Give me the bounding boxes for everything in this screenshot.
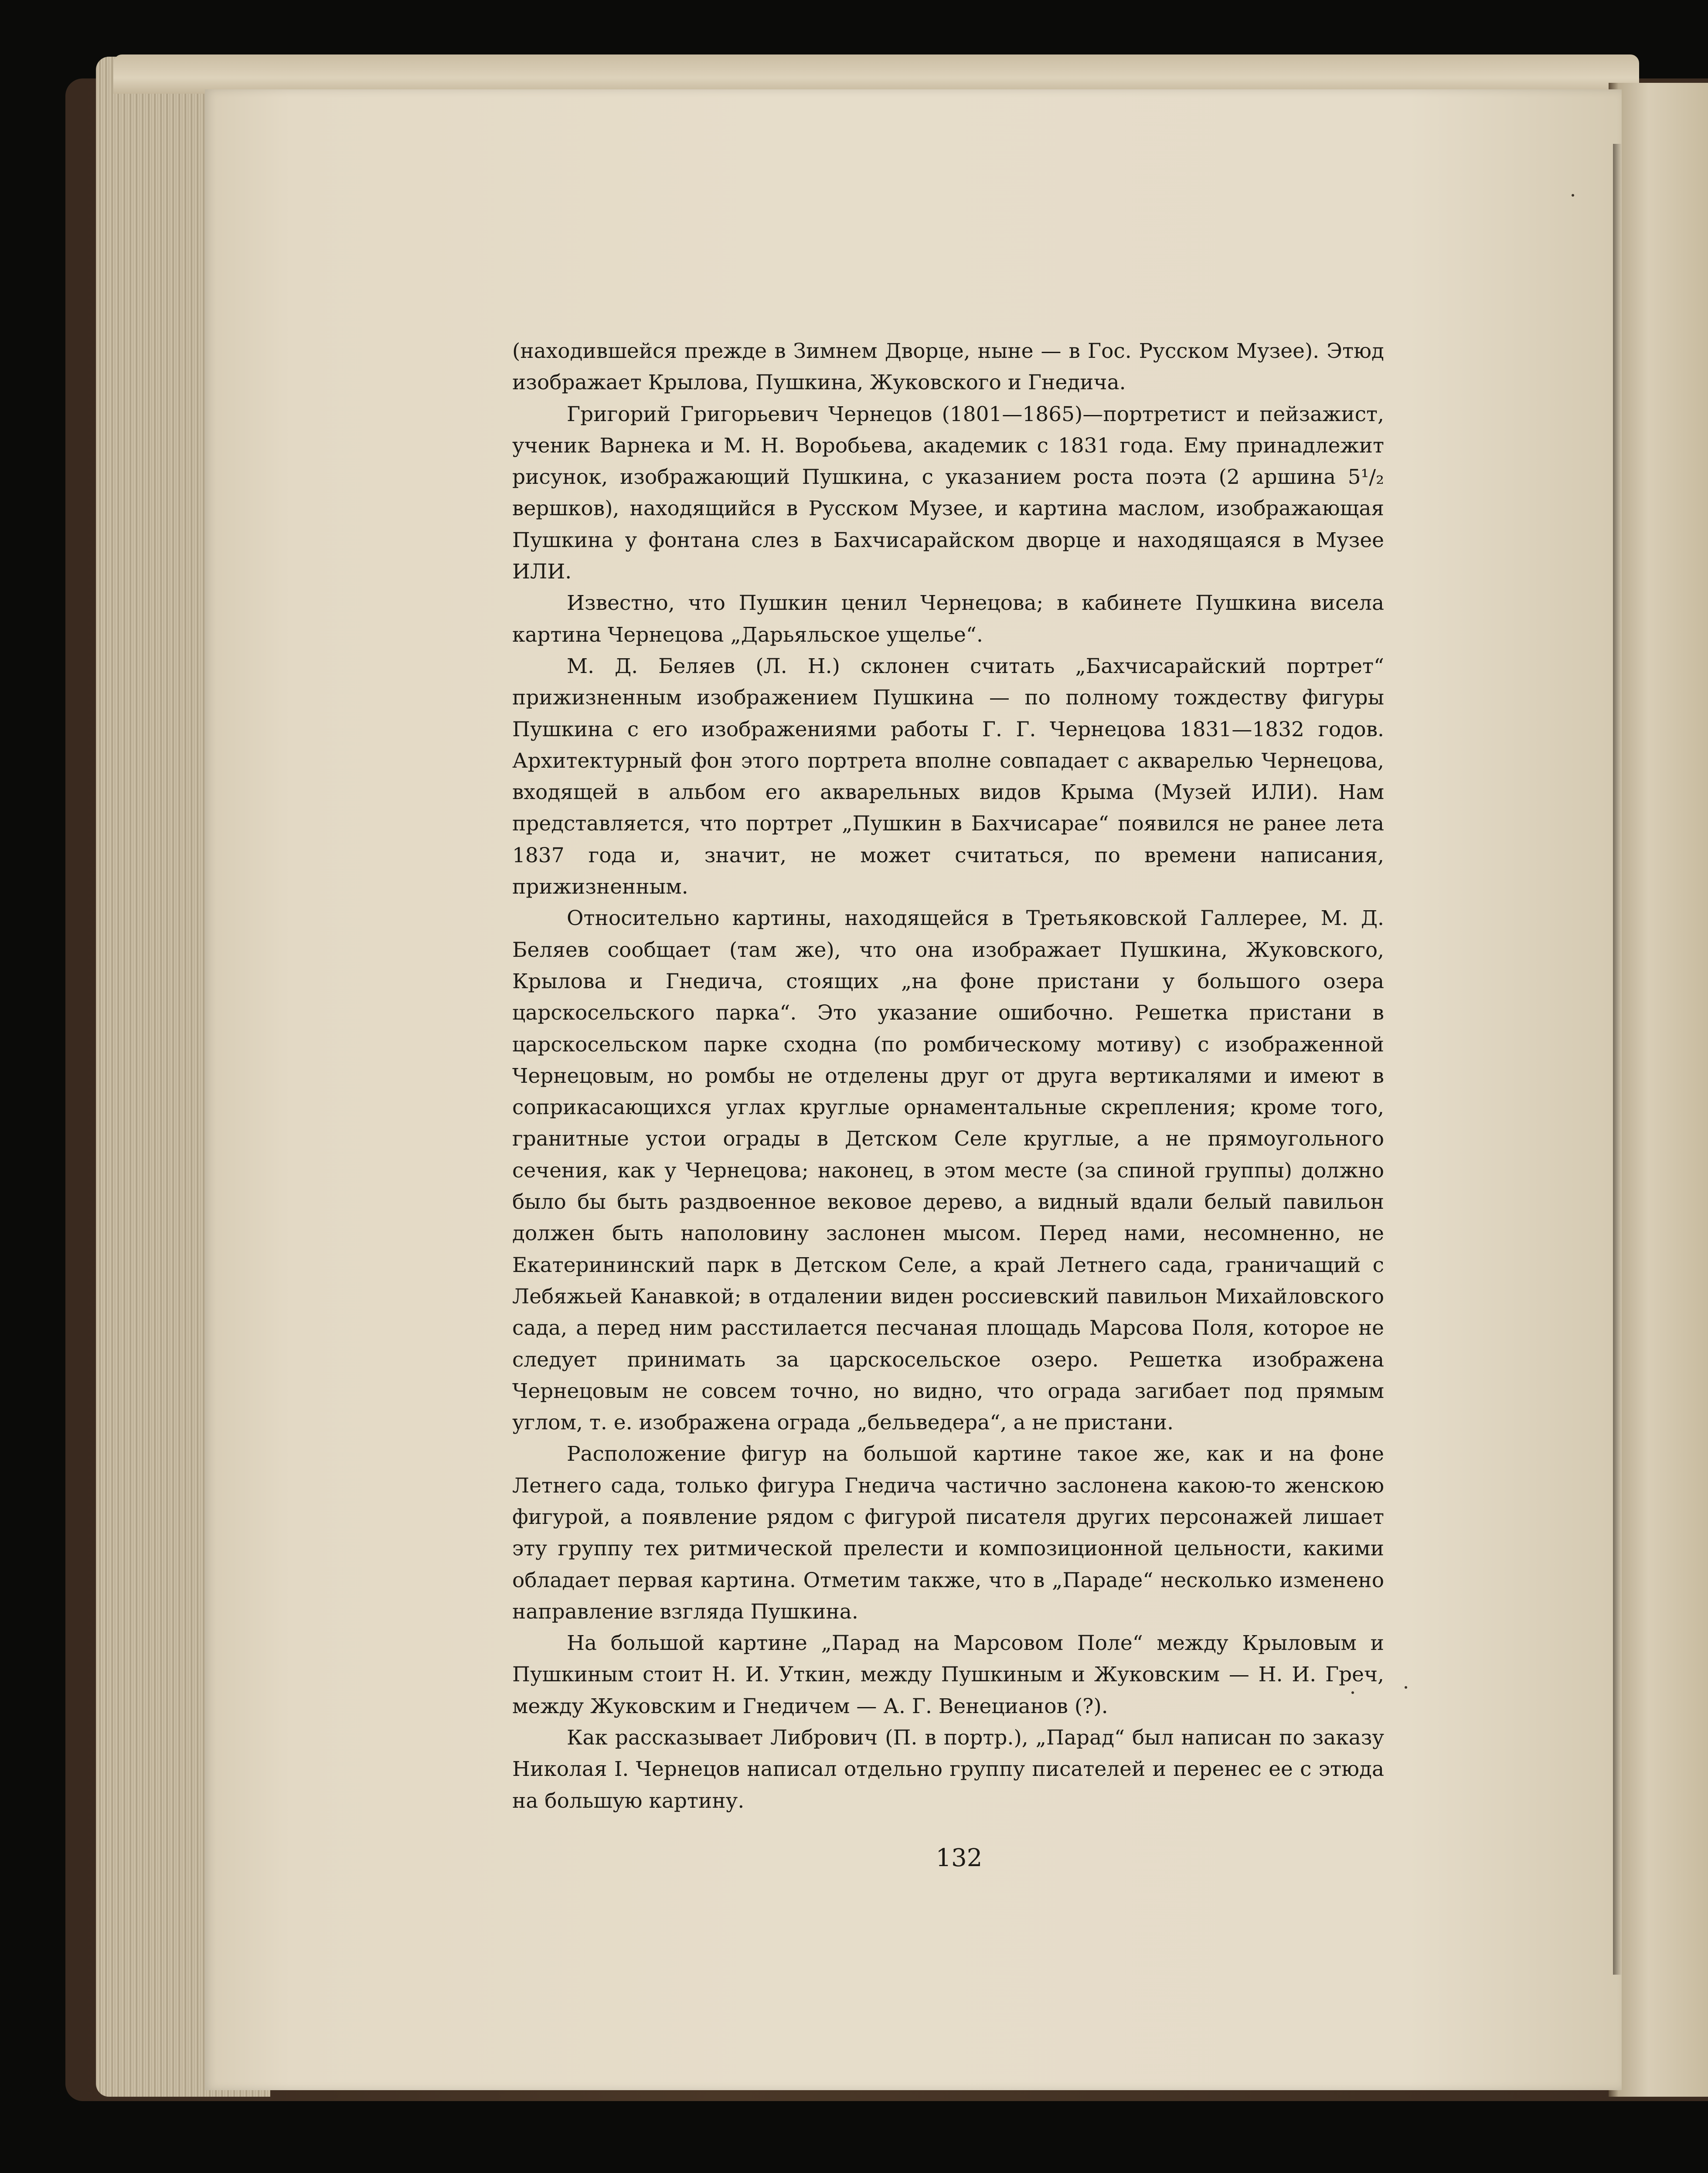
page-stack-top: [113, 54, 1639, 94]
paper-speck: [1405, 1686, 1407, 1689]
page-body-text: [512, 336, 1384, 1817]
paragraph: На большой картине „Парад на Марсовом Поле“ между Крыловым и Пушкиным стоит Н. И. Уткин, между Пушкиным и Жуковским — Н. И. Греч, между Жуковским и Гнедичем — А. Г. Венецианов (?).: [512, 1631, 1384, 1718]
paragraph: М. Д. Беляев (Л. Н.) склонен считать „Бахчисарайский портрет“ прижизненным изображением Пушкина — по полному тождеству фигуры Пушкина с его изображениями работы Г. Г. Чернецова 1831—1832 годов. Архитектурный фон этого портрета вполне совпадает с акварелью Чернецова, входящей в альбом его акварельных видов Крыма (Музей ИЛИ). Нам представляется, что портрет „Пушкин в Бахчисарае“ появился не ранее лета 1837 года и, значит, не может считаться, по времени написания, прижизненным.: [512, 654, 1384, 899]
gutter-shadow: [1613, 144, 1622, 1975]
paragraph: Как рассказывает Либрович (П. в портр.), „Парад“ был написан по заказу Николая I. Чернецов написал отдельно группу писателей и перенес ее с этюда на большую картину.: [512, 1726, 1384, 1813]
paragraph: Известно, что Пушкин ценил Чернецова; в кабинете Пушкина висела картина Чернецова „Дарьяльское ущелье“.: [512, 591, 1384, 647]
paragraph: (находившейся прежде в Зимнем Дворце, ныне — в Гос. Русском Музее). Этюд изображает Крылова, Пушкина, Жуковского и Гнедича.: [512, 339, 1384, 395]
paper-speck: [1351, 1691, 1354, 1694]
paragraph: Расположение фигур на большой картине такое же, как и на фоне Летнего сада, только фигура Гнедича частично заслонена какою-то женскою фигурой, а появление рядом с фигурой писателя других персонажей лишает эту группу тех ритмической прелести и композиционной цельности, какими обладает первая картина. Отметим также, что в „Параде“ несколько изменено направление взгляда Пушкина.: [512, 1442, 1384, 1624]
facing-page-edge: [1609, 83, 1708, 2097]
paper-speck: [1572, 194, 1574, 197]
paragraph: Относительно картины, находящейся в Третьяковской Галлерее, М. Д. Беляев сообщает (там же), что она изображает Пушкина, Жуковского, Крылова и Гнедича, стоящих „на фоне пристани у большого озера царскосельского парка“. Это указание ошибочно. Решетка пристани в царскосельском парке сходна (по ромбическому мотиву) с изображенной Чернецовым, но ромбы не отделены друг от друга вертикалями и имеют в соприкасающихся углах круглые орнаментальные скрепления; кроме того, гранитные устои ограды в Детском Селе круглые, а не прямоугольного сечения, как у Чернецова; наконец, в этом месте (за спиной группы) должно было бы быть раздвоенное вековое дерево, а видный вдали белый павильон должен быть наполовину заслонен мысом. Перед нами, несомненно, не Екатерининский парк в Детском Селе, а край Летнего сада, граничащий с Лебяжьей Канавкой; в отдалении виден россиевский павильон Михайловского сада, а перед ним расстилается песчаная площадь Марсова Поля, которое не следует принимать за царскосельское озеро. Решетка изображена Чернецовым не совсем точно, но видно, что ограда загибает под прямым углом, т. е. изображена ограда „бельведера“, а не пристани.: [512, 906, 1384, 1435]
page-number: 132: [936, 1844, 983, 1872]
paragraph: Григорий Григорьевич Чернецов (1801—1865)—портретист и пейзажист, ученик Варнека и М. Н. Воробьева, академик с 1831 года. Ему принадлежит рисунок, изображающий Пушкина, с указанием роста поэта (2 аршина 5¹/₂ вершков), находящийся в Русском Музее, и картина маслом, изображающая Пушкина у фонтана слез в Бахчисарайском дворце и находящаяся в Музее ИЛИ.: [512, 402, 1384, 584]
